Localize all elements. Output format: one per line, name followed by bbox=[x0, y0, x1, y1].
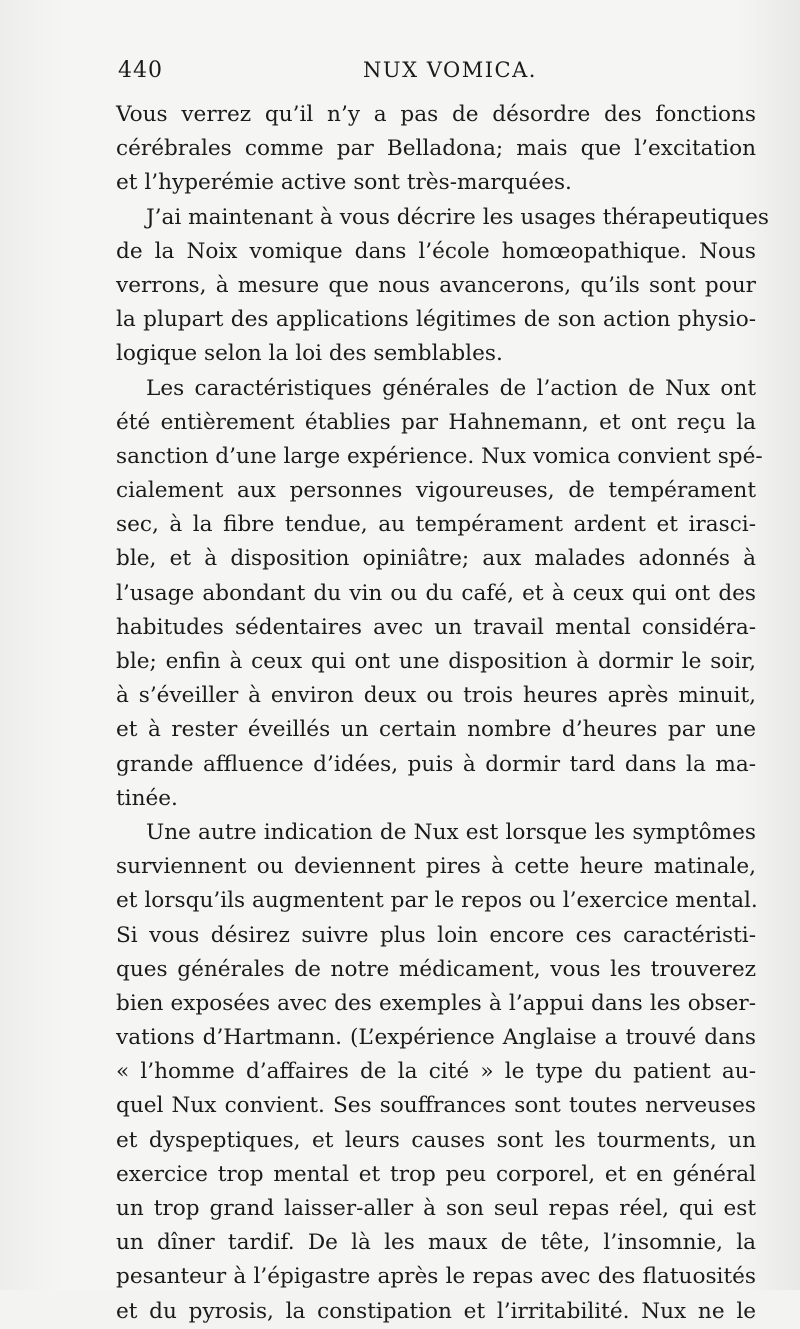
text-line: et l’hyperémie active sont très-marquées. bbox=[116, 170, 572, 196]
text-line: ques générales de notre médicament, vous les trouverez bbox=[116, 956, 756, 982]
text-line: exercice trop mental et trop peu corporel, et en général bbox=[116, 1161, 756, 1187]
text-line: été entièrement établies par Hahnemann, et ont reçu la bbox=[116, 409, 756, 435]
text-line: et du pyrosis, la constipation et l’irritabilité. Nux ne le bbox=[116, 1298, 756, 1324]
text-line: « l’homme d’affaires de la cité » le type du patient au- bbox=[116, 1059, 756, 1085]
text-line: sec, à la fibre tendue, au tempérament ardent et irasci- bbox=[116, 512, 756, 538]
text-line: cérébrales comme par Belladona; mais que l’excitation bbox=[116, 136, 756, 162]
text-line: Une autre indication de Nux est lorsque les symptômes bbox=[146, 819, 756, 845]
text-line: logique selon la loi des semblables. bbox=[116, 341, 503, 367]
text-line: vations d’Hartmann. (L’expérience Anglaise a trouvé dans bbox=[116, 1025, 756, 1051]
text-line: ble; enfin à ceux qui ont une disposition à dormir le soir, bbox=[116, 649, 756, 674]
text-line: et dyspeptiques, et leurs causes sont les tourments, un bbox=[116, 1127, 756, 1153]
page-header bbox=[118, 58, 758, 90]
text-line: surviennent ou deviennent pires à cette heure matinale, bbox=[116, 854, 756, 880]
text-line: la plupart des applications légitimes de son action physio- bbox=[116, 307, 756, 333]
text-line: à s’éveiller à environ deux ou trois heures après minuit, bbox=[116, 683, 756, 709]
text-line: de la Noix vomique dans l’école homœopathique. Nous bbox=[116, 238, 756, 264]
text-line: l’usage abondant du vin ou du café, et à ceux qui ont des bbox=[116, 580, 756, 606]
body-text bbox=[116, 98, 769, 1329]
text-line: Les caractéristiques générales de l’action de Nux ont bbox=[146, 375, 756, 401]
text-line: habitudes sédentaires avec un travail mental considéra- bbox=[116, 614, 756, 640]
text-line: Si vous désirez suivre plus loin encore ces caractéristi- bbox=[116, 922, 756, 948]
text-line: un trop grand laisser-aller à son seul repas réel, qui est bbox=[116, 1196, 756, 1221]
text-line: et à rester éveillés un certain nombre d’heures par une bbox=[116, 717, 756, 743]
text-line: tinée. bbox=[116, 785, 178, 811]
text-line: Vous verrez qu’il n’y a pas de désordre des fonctions bbox=[116, 102, 756, 127]
page-number: 440 bbox=[118, 58, 163, 83]
text-line: un dîner tardif. De là les maux de tête, l’insomnie, la bbox=[116, 1230, 756, 1256]
text-line: quel Nux convient. Ses souffrances sont toutes nerveuses bbox=[116, 1093, 756, 1119]
text-line: pesanteur à l’épigastre après le repas avec des flatuosités bbox=[116, 1264, 756, 1290]
text-line: grande affluence d’idées, puis à dormir tard dans la ma- bbox=[116, 751, 756, 777]
text-line: ble, et à disposition opiniâtre; aux malades adonnés à bbox=[116, 546, 756, 572]
text-line: bien exposées avec des exemples à l’appui dans les obser- bbox=[116, 990, 756, 1016]
text-line: J’ai maintenant à vous décrire les usages thérapeutiques bbox=[146, 204, 769, 230]
text-line: sanction d’une large expérience. Nux vomica convient spé- bbox=[116, 443, 763, 469]
running-title: NUX VOMICA. bbox=[363, 58, 537, 82]
text-line: cialement aux personnes vigoureuses, de tempérament bbox=[116, 478, 756, 504]
text-line: et lorsqu’ils augmentent par le repos ou l’exercice mental. bbox=[116, 888, 758, 914]
text-line: verrons, à mesure que nous avancerons, qu’ils sont pour bbox=[116, 272, 756, 298]
